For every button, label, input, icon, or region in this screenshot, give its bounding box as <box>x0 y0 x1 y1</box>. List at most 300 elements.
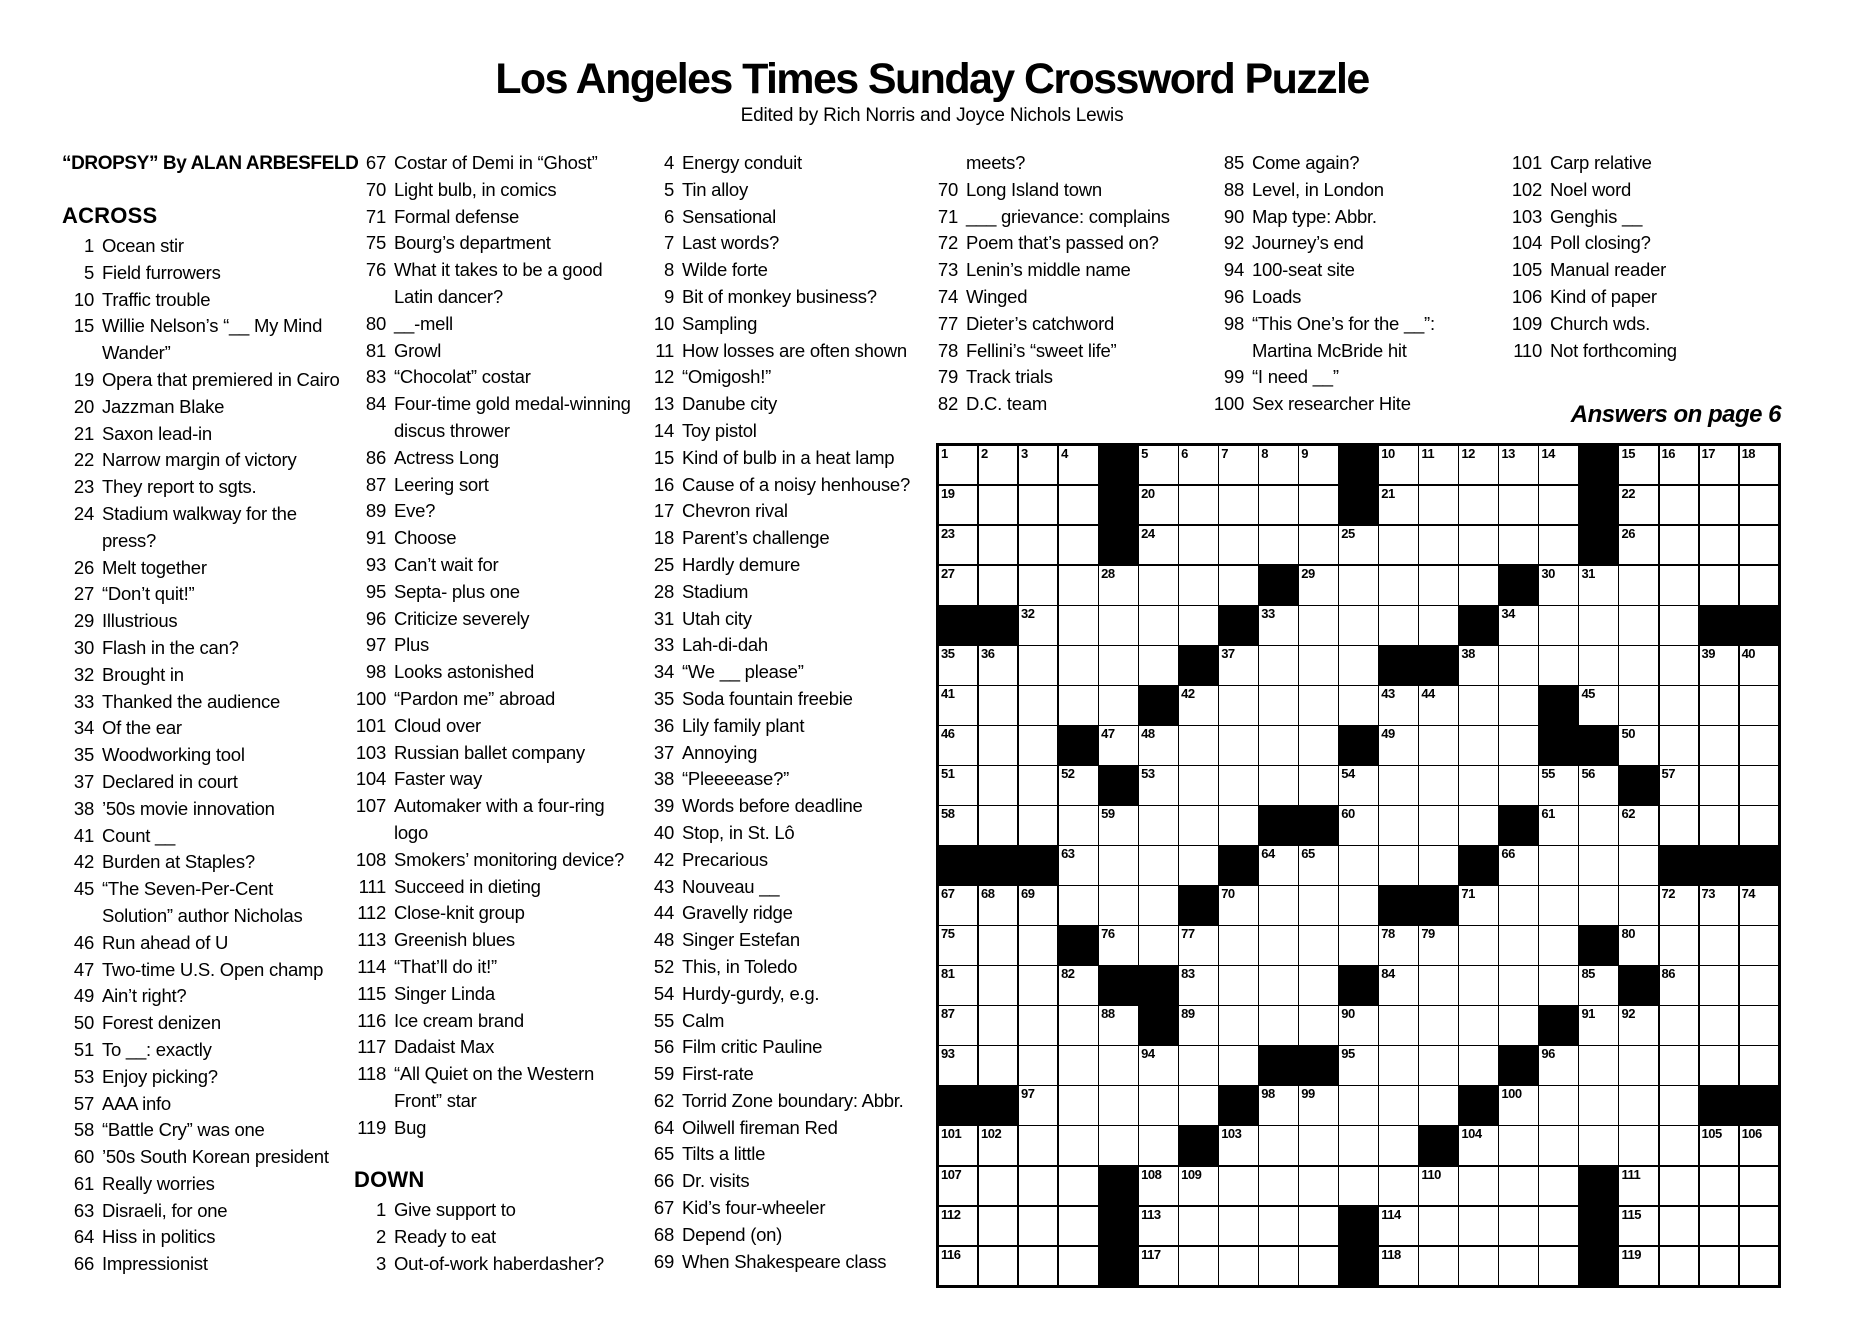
grid-cell-number: 16 <box>1661 446 1675 461</box>
clue-item <box>62 1251 348 1278</box>
clue-number: 10 <box>653 312 674 334</box>
clue-number: 48 <box>653 929 674 951</box>
grid-cell-number: 90 <box>1341 1006 1355 1022</box>
grid-cell-number: 115 <box>1621 1206 1641 1222</box>
clue-item <box>1212 150 1498 177</box>
grid-cell-number: 88 <box>1101 1006 1115 1022</box>
clue-number: 35 <box>653 687 674 709</box>
grid-cell <box>1339 926 1377 964</box>
clue-number: 1 <box>375 1199 386 1221</box>
clue-number: 82 <box>937 393 958 415</box>
grid-cell <box>1660 1167 1698 1205</box>
grid-cell-number: 52 <box>1061 766 1075 782</box>
grid-cell <box>1539 846 1577 884</box>
grid-cell <box>1219 726 1257 764</box>
clue-number: 101 <box>355 714 386 736</box>
grid-cell <box>939 886 977 924</box>
clue-item <box>354 1008 640 1035</box>
clue-item <box>642 525 928 552</box>
grid-cell <box>1219 566 1257 604</box>
grid-cell-number: 113 <box>1141 1206 1161 1222</box>
grid-cell-black <box>1259 806 1297 844</box>
grid-cell <box>939 446 977 484</box>
grid-cell-number: 31 <box>1581 566 1595 582</box>
clue-text: Saxon lead-in <box>102 422 212 444</box>
clue-column-4 <box>926 150 1212 418</box>
clue-number: 38 <box>73 797 94 819</box>
clue-number: 96 <box>1223 285 1244 307</box>
clue-item <box>354 150 640 177</box>
clue-text: Kind of paper <box>1550 285 1657 307</box>
clue-number: 36 <box>653 714 674 736</box>
clue-item <box>926 257 1212 284</box>
clue-number: 37 <box>653 741 674 763</box>
grid-cell <box>1259 1086 1297 1124</box>
grid-cell-black <box>1499 1046 1537 1084</box>
clue-item <box>62 635 348 662</box>
grid-cell-number: 102 <box>981 1126 1002 1142</box>
clue-item <box>642 1008 928 1035</box>
clue-text: Ocean stir <box>102 235 184 256</box>
clue-number: 84 <box>365 393 386 415</box>
grid-cell <box>1539 1046 1577 1084</box>
grid-cell <box>1019 1046 1057 1084</box>
grid-cell-black <box>1099 486 1137 524</box>
grid-cell <box>1299 1167 1337 1205</box>
clue-text: Stadium walkway for the press? <box>102 502 297 551</box>
clue-number: 70 <box>365 178 386 200</box>
clue-item <box>354 391 640 445</box>
clue-number: 69 <box>653 1250 674 1272</box>
grid-cell <box>1419 766 1457 804</box>
grid-cell <box>1299 686 1337 724</box>
grid-cell-number: 95 <box>1341 1046 1355 1062</box>
grid-cell <box>1740 566 1778 604</box>
clue-item <box>62 367 348 394</box>
clue-text: Declared in court <box>102 770 238 792</box>
grid-cell-black <box>1459 1086 1497 1124</box>
grid-cell <box>939 726 977 764</box>
clue-text: Track trials <box>966 366 1053 388</box>
grid-cell-number: 15 <box>1621 446 1635 461</box>
grid-cell <box>1619 1207 1657 1245</box>
clue-column-6 <box>1510 150 1796 364</box>
clue-number: 57 <box>73 1092 94 1114</box>
grid-cell-number: 27 <box>941 566 955 582</box>
grid-cell-number: 87 <box>941 1006 955 1022</box>
clue-text: Traffic trouble <box>102 288 211 310</box>
grid-cell <box>979 1006 1017 1044</box>
grid-cell <box>1379 1207 1417 1245</box>
grid-cell <box>1219 926 1257 964</box>
grid-cell-number: 75 <box>941 926 955 942</box>
grid-cell <box>1459 1046 1497 1084</box>
grid-cell <box>1219 446 1257 484</box>
clue-item <box>62 796 348 823</box>
clue-text: Stop, in St. Lô <box>682 821 795 843</box>
grid-cell <box>1579 766 1617 804</box>
grid-cell <box>1179 1046 1217 1084</box>
clue-number: 52 <box>653 955 674 977</box>
clue-number: 30 <box>73 636 94 658</box>
grid-cell-black <box>1499 566 1537 604</box>
clue-text: Dieter’s catchword <box>966 312 1115 334</box>
clue-text: __-mell <box>394 312 453 334</box>
grid-cell <box>1459 886 1497 924</box>
clue-text: Parent’s challenge <box>682 527 830 549</box>
clue-item <box>354 847 640 874</box>
grid-cell <box>1459 566 1497 604</box>
grid-cell <box>1579 846 1617 884</box>
clue-number: 62 <box>653 1089 674 1111</box>
clue-item <box>926 204 1212 231</box>
clue-text: Dadaist Max <box>394 1036 495 1058</box>
grid-cell-black <box>1299 1046 1337 1084</box>
grid-cell-number: 35 <box>941 646 955 662</box>
grid-cell <box>1019 926 1057 964</box>
grid-cell <box>1499 966 1537 1004</box>
grid-cell-black <box>1740 606 1778 644</box>
grid-cell <box>1059 886 1097 924</box>
grid-cell <box>1219 1126 1257 1164</box>
clue-number: 42 <box>73 851 94 873</box>
grid-cell <box>1579 566 1617 604</box>
clue-number: 87 <box>365 473 386 495</box>
grid-cell-number: 6 <box>1181 446 1188 461</box>
clue-item <box>62 957 348 984</box>
clue-item <box>354 766 640 793</box>
grid-cell-black <box>1579 446 1617 484</box>
grid-cell <box>1379 726 1417 764</box>
grid-cell-number: 36 <box>981 646 995 662</box>
grid-cell <box>1660 806 1698 844</box>
grid-cell <box>1059 646 1097 684</box>
clue-item <box>1510 204 1796 231</box>
clue-item <box>642 793 928 820</box>
grid-cell-number: 26 <box>1621 526 1635 542</box>
grid-cell-number: 41 <box>941 686 955 702</box>
grid-cell <box>1139 606 1177 644</box>
grid-cell <box>1419 446 1457 484</box>
clue-text: Jazzman Blake <box>102 395 225 417</box>
grid-cell <box>1459 766 1497 804</box>
grid-cell-number: 37 <box>1221 646 1235 662</box>
grid-cell <box>1179 606 1217 644</box>
grid-cell-black <box>1139 966 1177 1004</box>
clue-item <box>62 662 348 689</box>
clue-text: Cloud over <box>394 714 481 736</box>
clue-item <box>642 364 928 391</box>
grid-cell <box>1619 486 1657 524</box>
grid-cell-number: 82 <box>1061 966 1075 982</box>
grid-cell <box>1259 1006 1297 1044</box>
clue-item <box>62 555 348 582</box>
grid-cell <box>1379 486 1417 524</box>
grid-cell <box>1019 446 1057 484</box>
clue-item <box>62 1091 348 1118</box>
grid-cell <box>1379 846 1417 884</box>
clue-number: 8 <box>663 259 674 281</box>
clue-item <box>354 472 640 499</box>
grid-cell <box>1339 846 1377 884</box>
clue-text: Gravelly ridge <box>682 902 793 924</box>
grid-cell <box>1219 526 1257 564</box>
clue-number: 108 <box>355 848 386 870</box>
grid-cell-number: 38 <box>1461 646 1475 662</box>
clue-number: 70 <box>937 178 958 200</box>
clue-item <box>642 900 928 927</box>
grid-cell-number: 22 <box>1621 486 1635 502</box>
clue-item <box>642 1141 928 1168</box>
grid-cell <box>1419 966 1457 1004</box>
grid-cell <box>1499 1086 1537 1124</box>
grid-cell <box>1700 446 1738 484</box>
grid-cell <box>1179 1167 1217 1205</box>
grid-cell <box>939 566 977 604</box>
clue-text: Give support to <box>394 1199 516 1221</box>
grid-cell <box>1259 446 1297 484</box>
grid-cell <box>1660 1126 1698 1164</box>
grid-cell-black <box>1099 1167 1137 1205</box>
clue-text: Eve? <box>394 500 436 522</box>
clue-text: Flash in the can? <box>102 636 239 658</box>
grid-cell-number: 98 <box>1261 1086 1275 1102</box>
grid-cell <box>1539 486 1577 524</box>
grid-cell <box>1700 1247 1738 1285</box>
grid-cell <box>1099 886 1137 924</box>
grid-cell <box>1660 446 1698 484</box>
grid-cell <box>1259 926 1297 964</box>
clue-number: 11 <box>655 339 674 361</box>
grid-cell <box>979 806 1017 844</box>
clue-number: 49 <box>73 985 94 1007</box>
grid-cell-black <box>1299 806 1337 844</box>
grid-cell <box>1179 1247 1217 1285</box>
clue-item <box>62 287 348 314</box>
grid-cell <box>939 966 977 1004</box>
clue-number: 19 <box>73 368 94 390</box>
grid-cell <box>1059 606 1097 644</box>
grid-cell-number: 71 <box>1461 886 1475 902</box>
clue-number: 54 <box>653 982 674 1004</box>
clue-number: 47 <box>73 958 94 980</box>
grid-cell <box>1740 1167 1778 1205</box>
grid-cell <box>1499 1247 1537 1285</box>
grid-cell-black <box>1259 1046 1297 1084</box>
clue-text: Greenish blues <box>394 929 515 951</box>
grid-cell <box>1259 1207 1297 1245</box>
grid-cell-black <box>1660 846 1698 884</box>
clue-item <box>642 1115 928 1142</box>
grid-cell <box>1539 926 1577 964</box>
grid-cell <box>1419 1167 1457 1205</box>
grid-cell <box>1379 1046 1417 1084</box>
grid-cell-number: 50 <box>1621 726 1635 742</box>
clue-number: 61 <box>73 1172 94 1194</box>
clue-item <box>642 632 928 659</box>
clue-number: 86 <box>365 446 386 468</box>
clue-item <box>642 1061 928 1088</box>
grid-cell-black <box>1419 886 1457 924</box>
clue-number: 1 <box>83 235 94 256</box>
grid-cell-number: 63 <box>1061 846 1075 862</box>
clue-text: “The Seven-Per-Cent Solution” author Nicholas <box>102 878 303 926</box>
clue-item <box>354 525 640 552</box>
grid-cell <box>1459 1207 1497 1245</box>
clue-number: 32 <box>73 663 94 685</box>
clue-text: Woodworking tool <box>102 744 245 766</box>
grid-cell-black <box>1139 686 1177 724</box>
grid-cell-number: 20 <box>1141 486 1155 502</box>
grid-cell-number: 74 <box>1741 886 1756 902</box>
clue-number: 23 <box>73 476 94 498</box>
clue-text: This, in Toledo <box>682 955 798 977</box>
grid-cell <box>1459 446 1497 484</box>
grid-cell-number: 105 <box>1701 1126 1722 1142</box>
clue-text: Run ahead of U <box>102 931 229 953</box>
clue-number: 103 <box>355 741 386 763</box>
grid-cell-black <box>1339 446 1377 484</box>
grid-cell <box>1299 886 1337 924</box>
clue-number: 68 <box>653 1223 674 1245</box>
grid-cell <box>1179 686 1217 724</box>
grid-cell <box>1219 686 1257 724</box>
clue-item <box>642 606 928 633</box>
grid-cell-number: 34 <box>1501 606 1515 622</box>
grid-cell <box>1259 1247 1297 1285</box>
clue-text: Growl <box>394 339 442 361</box>
clue-number: 41 <box>73 824 94 846</box>
clue-item <box>926 284 1212 311</box>
clue-text: Stadium <box>682 580 749 602</box>
clue-number: 5 <box>83 261 94 283</box>
clue-item <box>354 981 640 1008</box>
clue-item <box>642 740 928 767</box>
grid-cell-black <box>1579 1247 1617 1285</box>
grid-cell <box>979 1247 1017 1285</box>
grid-cell <box>1579 1086 1617 1124</box>
clue-number: 104 <box>355 768 386 790</box>
clue-number: 89 <box>365 500 386 522</box>
clue-number: 24 <box>73 502 94 524</box>
clue-text: Kind of bulb in a heat lamp <box>682 446 895 468</box>
clue-item <box>642 338 928 365</box>
grid-cell <box>1019 566 1057 604</box>
clue-text: First-rate <box>682 1063 754 1085</box>
grid-cell <box>1619 846 1657 884</box>
clue-text: Toy pistol <box>682 419 757 441</box>
grid-cell-black <box>1139 1006 1177 1044</box>
clue-text: Words before deadline <box>682 795 863 817</box>
clue-item <box>926 150 1212 177</box>
clue-text: “We __ please” <box>682 661 804 683</box>
clue-number: 26 <box>73 556 94 578</box>
clue-item <box>1510 150 1796 177</box>
grid-cell <box>1259 526 1297 564</box>
grid-cell-number: 83 <box>1181 966 1195 982</box>
grid-cell <box>1099 1046 1137 1084</box>
clue-number: 35 <box>73 744 94 766</box>
clue-item <box>642 418 928 445</box>
clue-number: 118 <box>357 1063 386 1085</box>
clue-number: 37 <box>73 770 94 792</box>
grid-cell <box>1619 1006 1657 1044</box>
grid-cell <box>1619 1046 1657 1084</box>
grid-cell-number: 46 <box>941 726 955 742</box>
clue-item <box>926 177 1212 204</box>
clue-number: 71 <box>937 205 958 227</box>
grid-cell <box>1459 486 1497 524</box>
grid-cell <box>979 726 1017 764</box>
grid-cell <box>1459 526 1497 564</box>
grid-cell <box>1299 566 1337 604</box>
clue-text: Out-of-work haberdasher? <box>394 1253 604 1275</box>
grid-cell <box>1299 966 1337 1004</box>
clue-text: “All Quiet on the Western Front” star <box>394 1063 595 1111</box>
clue-item <box>1510 284 1796 311</box>
grid-cell <box>1139 886 1177 924</box>
clue-text: Leering sort <box>394 473 489 495</box>
grid-cell <box>1019 1006 1057 1044</box>
grid-cell-black <box>939 846 977 884</box>
grid-cell <box>939 1247 977 1285</box>
clue-text: Winged <box>966 285 1028 307</box>
grid-cell-black <box>1339 1247 1377 1285</box>
clue-item <box>926 338 1212 365</box>
grid-cell <box>1179 566 1217 604</box>
clue-number: 60 <box>73 1146 94 1168</box>
grid-cell <box>1379 1167 1417 1205</box>
clue-number: 21 <box>73 422 94 444</box>
grid-cell-number: 43 <box>1381 686 1395 702</box>
grid-cell-number: 28 <box>1101 566 1115 582</box>
clue-number: 90 <box>1223 205 1244 227</box>
clue-item <box>1212 364 1498 391</box>
clue-item <box>354 793 640 847</box>
clue-text: Manual reader <box>1550 259 1667 281</box>
grid-cell <box>1139 1247 1177 1285</box>
clue-text: Criticize severely <box>394 607 530 629</box>
clue-item <box>642 713 928 740</box>
clue-text: Looks astonished <box>394 661 534 683</box>
grid-cell <box>1059 1167 1097 1205</box>
clue-text: Can’t wait for <box>394 553 499 575</box>
grid-cell <box>1660 886 1698 924</box>
grid-cell <box>1299 606 1337 644</box>
clue-text: Utah city <box>682 607 752 629</box>
clue-text: “I need __” <box>1252 366 1339 388</box>
grid-cell <box>1660 686 1698 724</box>
clue-text: Succeed in dieting <box>394 875 541 897</box>
grid-cell <box>1660 1046 1698 1084</box>
grid-cell <box>1299 526 1337 564</box>
clue-item <box>642 686 928 713</box>
clue-item <box>62 769 348 796</box>
grid-cell <box>1740 486 1778 524</box>
grid-cell <box>1419 1207 1457 1245</box>
grid-cell <box>1059 1126 1097 1164</box>
grid-cell-black <box>1539 686 1577 724</box>
grid-cell <box>1419 606 1457 644</box>
clue-text: “Omigosh!” <box>682 366 771 388</box>
clue-item <box>642 820 928 847</box>
grid-cell <box>1139 1046 1177 1084</box>
grid-cell <box>939 486 977 524</box>
grid-cell <box>1059 486 1097 524</box>
clue-item <box>642 847 928 874</box>
grid-cell <box>1539 566 1577 604</box>
clue-number: 77 <box>937 312 958 334</box>
